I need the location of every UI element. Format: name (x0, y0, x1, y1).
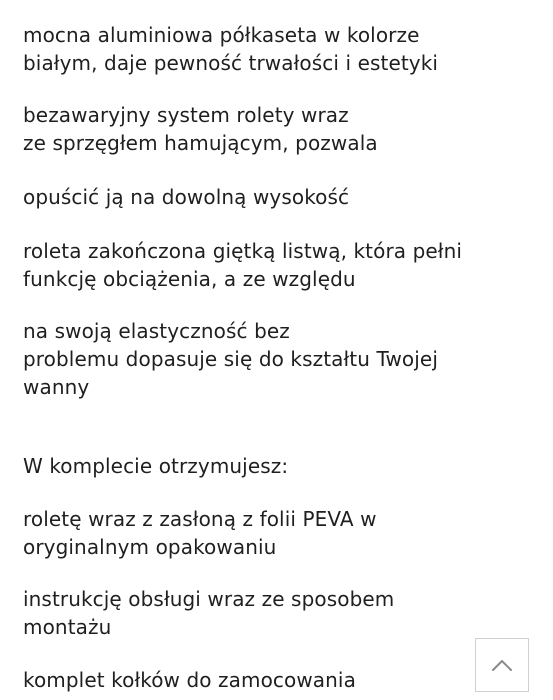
text-line: roletę wraz z zasłoną z folii PEVA w (23, 507, 377, 531)
text-line: montażu (23, 615, 112, 639)
text-line: funkcję obciążenia, a ze względu (23, 267, 356, 291)
text-line: białym, daje pewność trwałości i estetyki (23, 51, 439, 75)
description-paragraph (23, 505, 377, 561)
scroll-to-top-button[interactable] (475, 638, 529, 692)
text-line: opuścić ją na dowolną wysokość (23, 185, 350, 209)
section-heading (23, 452, 288, 480)
description-paragraph (23, 585, 394, 641)
chevron-up-icon (491, 658, 513, 672)
description-paragraph (23, 101, 378, 157)
text-line: komplet kołków do zamocowania (23, 668, 356, 692)
description-paragraph (23, 666, 356, 694)
text-line: instrukcję obsługi wraz ze sposobem (23, 587, 395, 611)
text-line: mocna aluminiowa półkaseta w kolorze (23, 23, 420, 47)
text-line: bezawaryjny system rolety wraz (23, 103, 349, 127)
text-line: ze sprzęgłem hamującym, pozwala (23, 131, 378, 155)
description-paragraph (23, 21, 438, 77)
description-paragraph (23, 183, 349, 211)
description-paragraph (23, 237, 462, 293)
text-line: W komplecie otrzymujesz: (23, 454, 289, 478)
text-line: oryginalnym opakowaniu (23, 535, 277, 559)
text-line: na swoją elastyczność bez (23, 319, 290, 343)
description-paragraph (23, 317, 438, 401)
text-line: problemu dopasuje się do kształtu Twojej (23, 347, 438, 371)
text-line: roleta zakończona giętką listwą, która pełni (23, 239, 462, 263)
text-line: wanny (23, 375, 90, 399)
